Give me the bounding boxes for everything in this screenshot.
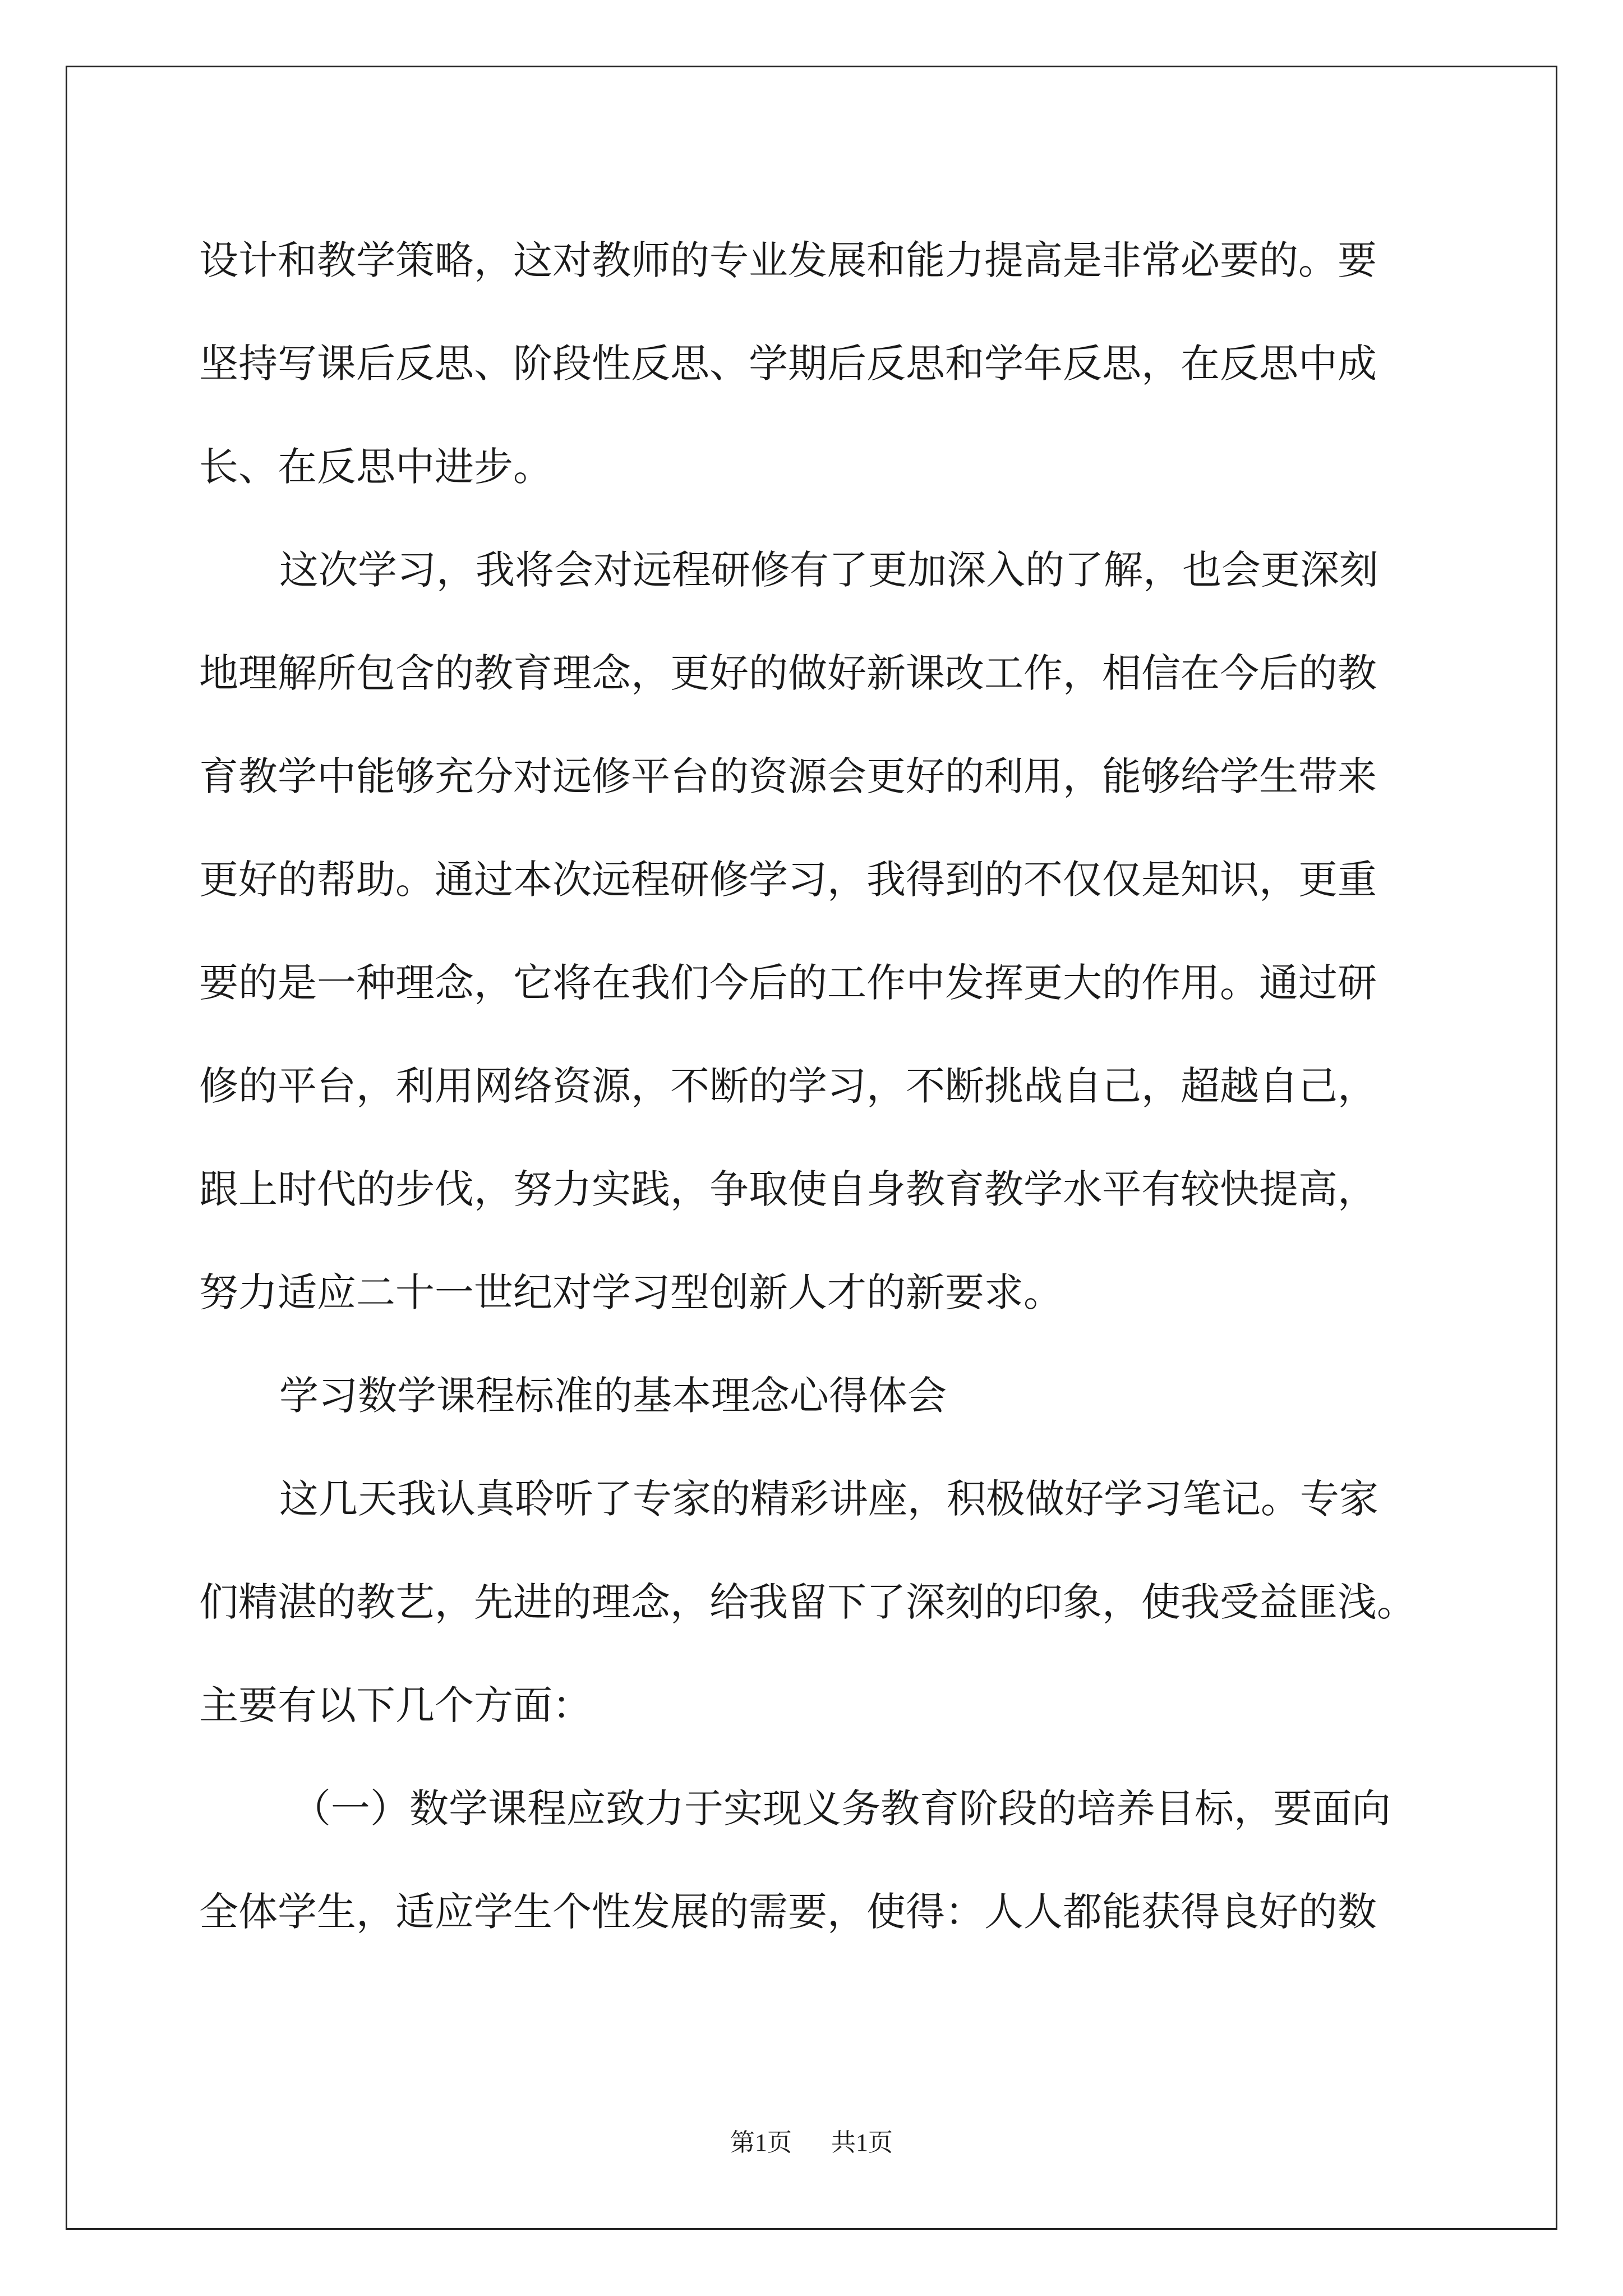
paragraph-start-line: 这几天我认真聆听了专家的精彩讲座，积极做好学习笔记。专家 [279,1476,1378,1522]
page-number: 第1页 [730,2129,792,2156]
section-heading: 学习数学课程标准的基本理念心得体会 [279,1373,947,1419]
document-body [199,209,1424,1963]
page-footer [0,2126,1623,2160]
text-line: 要的是一种理念，它将在我们今后的工作中发挥更大的作用。通过研 [199,960,1377,1006]
text-line: 们精湛的教艺，先进的理念，给我留下了深刻的印象，使我受益匪浅。 [199,1579,1416,1625]
paragraph-start-line: 这次学习，我将会对远程研修有了更加深入的了解，也会更深刻 [279,547,1378,593]
text-line: 长、在反思中进步。 [199,444,552,490]
text-line: 地理解所包含的教育理念，更好的做好新课改工作，相信在今后的教 [199,650,1377,696]
paragraph-start-line: （一）数学课程应致力于实现义务教育阶段的培养目标，要面向 [292,1786,1391,1832]
text-line: 育教学中能够充分对远修平台的资源会更好的利用，能够给学生带来 [199,753,1377,799]
text-line: 更好的帮助。通过本次远程研修学习，我得到的不仅仅是知识，更重 [199,857,1377,903]
text-line: 主要有以下几个方面： [199,1682,592,1728]
text-line: 跟上时代的步伐，努力实践，争取使自身教育教学水平有较快提高， [199,1166,1377,1212]
text-line: 努力适应二十一世纪对学习型创新人才的新要求。 [199,1269,1063,1315]
text-line: 坚持写课后反思、阶段性反思、学期后反思和学年反思，在反思中成 [199,341,1377,386]
text-line: 修的平台，利用网络资源，不断的学习，不断挑战自己，超越自己， [199,1063,1377,1109]
text-line: 全体学生，适应学生个性发展的需要，使得：人人都能获得良好的数 [199,1889,1377,1935]
text-line: 设计和教学策略，这对教师的专业发展和能力提高是非常必要的。要 [199,237,1377,283]
page-total: 共1页 [831,2129,893,2156]
